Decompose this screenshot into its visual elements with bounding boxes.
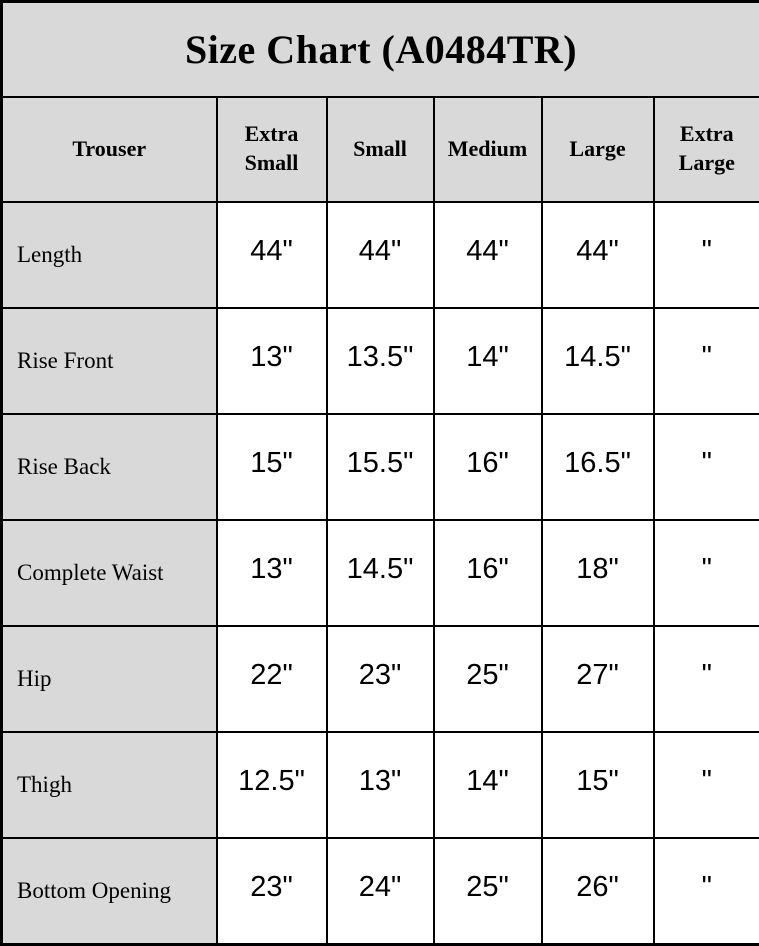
value-cell: 44" bbox=[327, 202, 434, 308]
value-cell: 44" bbox=[217, 202, 327, 308]
col-header-large: Large bbox=[542, 97, 654, 202]
value-cell: 14" bbox=[434, 732, 542, 838]
row-label: Hip bbox=[2, 626, 217, 732]
value-cell: 13" bbox=[327, 732, 434, 838]
table-row-thigh bbox=[2, 732, 759, 838]
value-cell: 23" bbox=[217, 838, 327, 944]
value-cell: 18" bbox=[542, 520, 654, 626]
value-cell: 16" bbox=[434, 414, 542, 520]
value-cell: 15" bbox=[542, 732, 654, 838]
value-cell: " bbox=[654, 202, 759, 308]
table-row-length bbox=[2, 202, 759, 308]
value-cell: " bbox=[654, 520, 759, 626]
value-cell: 16.5" bbox=[542, 414, 654, 520]
corner-header-trouser: Trouser bbox=[2, 97, 217, 202]
value-cell: 15.5" bbox=[327, 414, 434, 520]
value-cell: 14.5" bbox=[327, 520, 434, 626]
value-cell: 12.5" bbox=[217, 732, 327, 838]
row-label: Rise Back bbox=[2, 414, 217, 520]
table-row-rise-back bbox=[2, 414, 759, 520]
value-cell: 23" bbox=[327, 626, 434, 732]
col-header-extra-large: Extra Large bbox=[654, 97, 759, 202]
value-cell: 13.5" bbox=[327, 308, 434, 414]
row-label: Length bbox=[2, 202, 217, 308]
value-cell: 27" bbox=[542, 626, 654, 732]
value-cell: 14.5" bbox=[542, 308, 654, 414]
value-cell: 14" bbox=[434, 308, 542, 414]
table-row-hip bbox=[2, 626, 759, 732]
value-cell: " bbox=[654, 838, 759, 944]
row-label: Complete Waist bbox=[2, 520, 217, 626]
row-label: Thigh bbox=[2, 732, 217, 838]
value-cell: 16" bbox=[434, 520, 542, 626]
column-header-row bbox=[2, 97, 759, 202]
value-cell: 22" bbox=[217, 626, 327, 732]
value-cell: 15" bbox=[217, 414, 327, 520]
chart-title: Size Chart (A0484TR) bbox=[2, 2, 759, 97]
value-cell: 13" bbox=[217, 308, 327, 414]
col-header-extra-small: Extra Small bbox=[217, 97, 327, 202]
value-cell: 13" bbox=[217, 520, 327, 626]
value-cell: 24" bbox=[327, 838, 434, 944]
row-label: Rise Front bbox=[2, 308, 217, 414]
title-row bbox=[2, 2, 759, 97]
value-cell: 26" bbox=[542, 838, 654, 944]
value-cell: " bbox=[654, 414, 759, 520]
col-header-medium: Medium bbox=[434, 97, 542, 202]
value-cell: " bbox=[654, 732, 759, 838]
value-cell: " bbox=[654, 626, 759, 732]
row-label: Bottom Opening bbox=[2, 838, 217, 944]
table-row-bottom-opening bbox=[2, 838, 759, 944]
value-cell: 25" bbox=[434, 838, 542, 944]
table-row-complete-waist bbox=[2, 520, 759, 626]
value-cell: 44" bbox=[434, 202, 542, 308]
value-cell: 44" bbox=[542, 202, 654, 308]
value-cell: " bbox=[654, 308, 759, 414]
table-row-rise-front bbox=[2, 308, 759, 414]
col-header-small: Small bbox=[327, 97, 434, 202]
value-cell: 25" bbox=[434, 626, 542, 732]
